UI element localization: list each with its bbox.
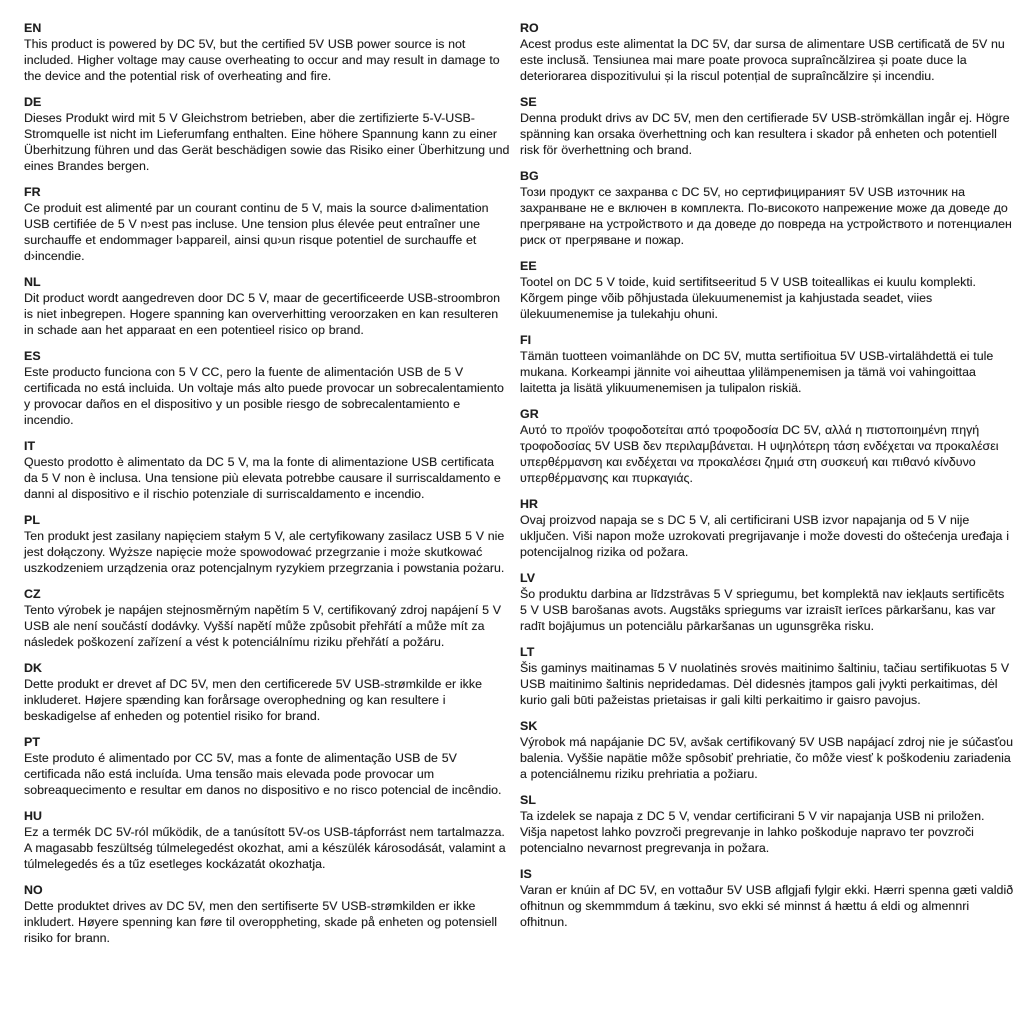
language-code-gr: GR: [520, 407, 539, 421]
notice-text-lv: Šo produktu darbina ar līdzstrāvas 5 V spriegumu, bet komplektā nav iekļauts sertificēts 5 V USB barošanas avots. Augstāks spriegums var izraisīt ierīces pārkaršanu, kas var radīt bojājumus un potenciālu pārkaršanas un ugunsgrēka risku.: [520, 587, 1005, 633]
lang-section-no: [24, 882, 511, 946]
lang-section-hu: [24, 808, 511, 872]
notice-text-nl: Dit product wordt aangedreven door DC 5 V, maar de gecertificeerde USB-stroombron is niet inbegrepen. Hogere spanning kan oververhitting veroorzaken en kan resulteren in schade aan het apparaat en een potentieel risico op brand.: [24, 291, 500, 337]
notice-text-lt: Šis gaminys maitinamas 5 V nuolatinės srovės maitinimo šaltiniu, tačiau sertifikuotas 5 V USB maitinimo šaltinis nepridedamas. Dėl didesnės įtampos gali įvykti perkaitimas, dėl kurio gali būti pažeistas prietaisas ir gali kilti perkaitimo ir gaisro pavojus.: [520, 661, 1010, 707]
lang-section-dk: [24, 660, 511, 724]
language-code-lt: LT: [520, 645, 535, 659]
language-code-it: IT: [24, 439, 36, 453]
lang-section-ee: [520, 258, 1014, 322]
notice-text-ro: Acest produs este alimentat la DC 5V, dar sursa de alimentare USB certificată de 5V nu este inclusă. Tensiunea mai mare poate provoca supraîncălzirea și poate duce la deteriorarea dispozitivului și la riscul potențial de supraîncălzire și incendiu.: [520, 37, 1005, 83]
language-code-no: NO: [24, 883, 43, 897]
lang-section-gr: [520, 406, 1014, 486]
notice-text-ee: Tootel on DC 5 V toide, kuid sertifitseeritud 5 V USB toiteallikas ei kuulu komplekti. Kõrgem pinge võib põhjustada ülekuumenemist ja kahjustada seadet, viies ülekuumenemise ja tulekahju ohuni.: [520, 275, 976, 321]
notice-text-en: This product is powered by DC 5V, but the certified 5V USB power source is not included. Higher voltage may cause overheating to occur and may result in damage to the device and the potential risk of overheating and fire.: [24, 37, 500, 83]
language-code-ro: RO: [520, 21, 539, 35]
notice-text-cz: Tento výrobek je napájen stejnosměrným napětím 5 V, certifikovaný zdroj napájení 5 V USB ale není součástí dodávky. Vyšší napětí může způsobit přehřátí a může mít za následek poškození zařízení a vést k potenciálnímu riziku přehřátí a požáru.: [24, 603, 502, 649]
language-code-de: DE: [24, 95, 42, 109]
lang-section-hr: [520, 496, 1014, 560]
language-code-is: IS: [520, 867, 532, 881]
notice-text-fi: Tämän tuotteen voimanlähde on DC 5V, mutta sertifioitua 5V USB-virtalähdettä ei tule mukana. Korkeampi jännite voi aiheuttaa ylilämpenemisen ja tämä voi vahingoittaa laitetta ja lisätä ylikuumenemisen ja tulipalon riskiä.: [520, 349, 994, 395]
lang-section-pt: [24, 734, 511, 798]
lang-section-pl: [24, 512, 511, 576]
language-code-bg: BG: [520, 169, 539, 183]
notice-text-no: Dette produktet drives av DC 5V, men den sertifiserte 5V USB-strømkilden er ikke inkludert. Høyere spenning kan føre til overoppheting, skade på enheten og potensiell risiko for brann.: [24, 899, 498, 945]
lang-section-ro: [520, 20, 1014, 84]
notice-text-dk: Dette produkt er drevet af DC 5V, men den certificerede 5V USB-strømkilde er ikke inkluderet. Højere spænding kan forårsage overophedning og kan resultere i beskadigelse af enheden og potentiel risiko for brand.: [24, 677, 482, 723]
lang-section-sk: [520, 718, 1014, 782]
lang-section-lv: [520, 570, 1014, 634]
notice-text-hr: Ovaj proizvod napaja se s DC 5 V, ali certificirani USB izvor napajanja od 5 V nije uključen. Viši napon može uzrokovati pregrijavanje i može dovesti do oštećenja uređaja i potencijalnog rizika od požara.: [520, 513, 1009, 559]
lang-section-se: [520, 94, 1014, 158]
lang-section-fr: [24, 184, 511, 264]
language-code-nl: NL: [24, 275, 41, 289]
language-code-dk: DK: [24, 661, 43, 675]
notice-text-se: Denna produkt drivs av DC 5V, men den certifierade 5V USB-strömkällan ingår ej. Högre spänning kan orsaka överhettning och kan resultera i skador på enheten och potentiell risk för överhettning och brand.: [520, 111, 1010, 157]
lang-section-it: [24, 438, 511, 502]
notice-text-sl: Ta izdelek se napaja z DC 5 V, vendar certificirani 5 V vir napajanja USB ni priložen. Višja napetost lahko povzroči pregrevanje in lahko poškoduje napravo ter povzroči potencialno nevarnost pregrevanja in požara.: [520, 809, 985, 855]
lang-section-de: [24, 94, 511, 174]
language-code-cz: CZ: [24, 587, 41, 601]
notice-text-hu: Ez a termék DC 5V-ról működik, de a tanúsított 5V-os USB-tápforrást nem tartalmazza. A magasabb feszültség túlmelegedést okozhat, ami a készülék károsodását, valamint a túlmelegedés és a tűz esetleges kockázatát okozhatja.: [24, 825, 506, 871]
language-code-sk: SK: [520, 719, 538, 733]
language-code-en: EN: [24, 21, 42, 35]
language-code-pt: PT: [24, 735, 41, 749]
notice-text-gr: Αυτό το προϊόν τροφοδοτείται από τροφοδοσία DC 5V, αλλά η πιστοποιημένη πηγή τροφοδοσίας 5V USB δεν περιλαμβάνεται. Η υψηλότερη τάση ενδέχεται να προκαλέσει υπερθέρμανση και ενδέχεται να προκαλέσει ζημιά στη συσκευή και πιθανό κίνδυνο υπερθέρμανσης και πυρκαγιάς.: [520, 423, 999, 485]
lang-section-fi: [520, 332, 1014, 396]
lang-section-lt: [520, 644, 1014, 708]
notice-text-pl: Ten produkt jest zasilany napięciem stałym 5 V, ale certyfikowany zasilacz USB 5 V nie jest dołączony. Wyższe napięcie może spowodować przegrzanie i może skutkować uszkodzeniem urządzenia oraz potencjalnym ryzykiem przegrzania i powstania pożaru.: [24, 529, 505, 575]
language-code-ee: EE: [520, 259, 537, 273]
language-code-sl: SL: [520, 793, 537, 807]
lang-section-sl: [520, 792, 1014, 856]
lang-section-nl: [24, 274, 511, 338]
notice-text-sk: Výrobok má napájanie DC 5V, avšak certifikovaný 5V USB napájací zdroj nie je súčasťou balenia. Vyššie napätie môže spôsobiť prehriatie, čo môže viesť k poškodeniu zariadenia a potenciálnemu riziku prehriatia a požiaru.: [520, 735, 1013, 781]
language-code-pl: PL: [24, 513, 41, 527]
notice-text-bg: Този продукт се захранва с DC 5V, но сертифицираният 5V USB източник на захранване не е включен в комплекта. По-високото напрежение може да доведе до прегряване на устройството и да доведе до повреда на устройството и потенциален риск от прегряване и пожар.: [520, 185, 1012, 247]
language-code-es: ES: [24, 349, 41, 363]
lang-section-cz: [24, 586, 511, 650]
notice-text-fr: Ce produit est alimenté par un courant continu de 5 V, mais la source d›alimentation USB certifiée de 5 V n›est pas incluse. Une tension plus élevée peut entraîner une surchauffe et endommager l›appareil, ainsi qu›un risque potentiel de surchauffe et d›incendie.: [24, 201, 489, 263]
language-code-hr: HR: [520, 497, 539, 511]
notice-text-is: Varan er knúin af DC 5V, en vottaður 5V USB aflgjafi fylgir ekki. Hærri spenna gæti valdið ofhitnun og skemmmdum á tækinu, svo ekki sé minnst á hættu á eldi og almennri ofhitnun.: [520, 883, 1014, 929]
notice-text-es: Este producto funciona con 5 V CC, pero la fuente de alimentación USB de 5 V certificada no está incluida. Un voltaje más alto puede provocar un sobrecalentamiento y provocar daños en el dispositivo y un posible riesgo de sobrecalentamiento e incendio.: [24, 365, 504, 427]
notice-text-it: Questo prodotto è alimentato da DC 5 V, ma la fonte di alimentazione USB certificata da 5 V non è inclusa. Una tensione più elevata potrebbe causare il surriscaldamento e danni al dispositivo e il rischio potenziale di surriscaldamento e incendio.: [24, 455, 501, 501]
column-right: [520, 20, 1014, 1024]
language-code-hu: HU: [24, 809, 43, 823]
language-code-lv: LV: [520, 571, 536, 585]
language-code-fi: FI: [520, 333, 532, 347]
language-code-fr: FR: [24, 185, 41, 199]
notice-text-de: Dieses Produkt wird mit 5 V Gleichstrom betrieben, aber die zertifizierte 5-V-USB-Stromquelle ist nicht im Lieferumfang enthalten. Eine höhere Spannung kann zu einer Überhitzung führen und das Gerät beschädigen sowie das Risiko einer Überhitzung und eines Brandes bergen.: [24, 111, 510, 173]
language-code-se: SE: [520, 95, 537, 109]
notice-text-pt: Este produto é alimentado por CC 5V, mas a fonte de alimentação USB de 5V certificada não está incluída. Uma tensão mais elevada pode provocar um sobreaquecimento e resultar em danos no dispositivo e no risco potencial de incêndio.: [24, 751, 502, 797]
column-left: [24, 20, 511, 1024]
lang-section-en: [24, 20, 511, 84]
lang-section-bg: [520, 168, 1014, 248]
lang-section-es: [24, 348, 511, 428]
lang-section-is: [520, 866, 1014, 930]
